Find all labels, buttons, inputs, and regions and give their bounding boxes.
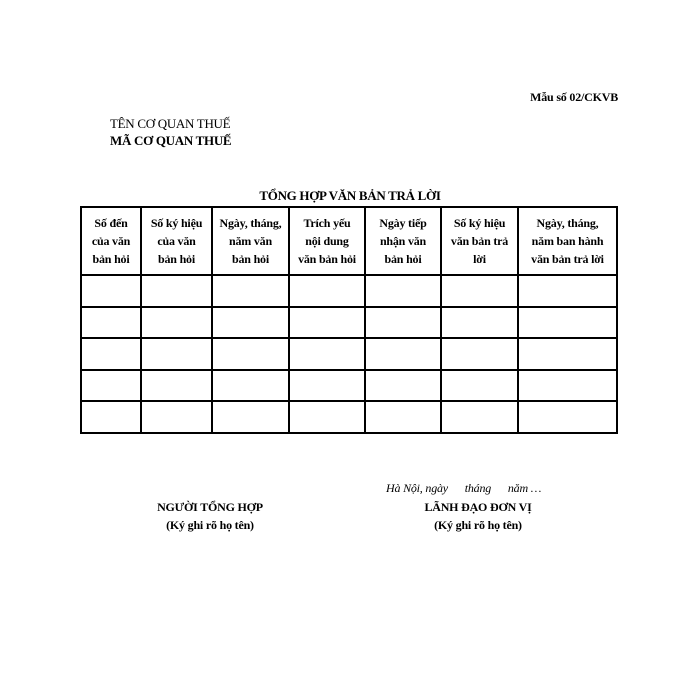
table-cell [441, 307, 518, 339]
table-row [81, 307, 617, 339]
table-row [81, 370, 617, 402]
header-line: văn bản trả [450, 234, 509, 248]
document-title: TỔNG HỢP VĂN BẢN TRẢ LỜI [259, 188, 441, 203]
table-row [81, 401, 617, 433]
header-line: bản hỏi [384, 252, 422, 266]
table-cell [289, 307, 365, 339]
header-line: của văn [91, 234, 131, 248]
header-line: Ngày, tháng, [536, 216, 599, 230]
header-line: Số đến [94, 216, 128, 230]
header-line: Ngày, tháng, [219, 216, 282, 230]
table-cell [289, 370, 365, 402]
table-cell [141, 338, 212, 370]
agency-name: TÊN CƠ QUAN THUẾ [110, 116, 231, 131]
table-cell [141, 307, 212, 339]
header-cell [212, 207, 289, 275]
date-line: Hà Nội, ngày tháng năm … [386, 481, 542, 495]
header-cell [365, 207, 441, 275]
table-cell [212, 338, 289, 370]
compiler-title: NGƯỜI TỔNG HỢP [157, 500, 263, 514]
table-cell [81, 338, 141, 370]
table-cell [365, 338, 441, 370]
table-cell [141, 370, 212, 402]
table-cell [518, 275, 617, 307]
table-cell [518, 401, 617, 433]
table-cell [212, 370, 289, 402]
summary-table [80, 206, 618, 434]
table-cell [289, 401, 365, 433]
table-cell [81, 370, 141, 402]
header-line: Ngày tiếp [379, 216, 427, 230]
header-line: văn bản trả lời [531, 252, 604, 266]
table-cell [289, 275, 365, 307]
table-cell [365, 401, 441, 433]
header-line: văn bản hỏi [298, 252, 356, 266]
agency-block [110, 115, 231, 149]
table-cell [81, 401, 141, 433]
table-cell [81, 307, 141, 339]
table-cell [365, 370, 441, 402]
table-cell [518, 307, 617, 339]
leader-title: LÃNH ĐẠO ĐƠN VỊ [424, 500, 532, 514]
header-line: bản hỏi [92, 252, 130, 266]
header-cell [289, 207, 365, 275]
table-cell [441, 370, 518, 402]
compiler-signature-block [110, 498, 310, 534]
header-line: Số ký hiệu [453, 216, 506, 230]
header-cell [441, 207, 518, 275]
header-line: của văn [157, 234, 196, 248]
table-cell [518, 370, 617, 402]
agency-code: MÃ CƠ QUAN THUẾ [110, 133, 232, 148]
table-cell [141, 401, 212, 433]
leader-sign-note: (Ký ghi rõ họ tên) [434, 518, 522, 532]
header-cell [141, 207, 212, 275]
header-line: nhận văn [379, 234, 427, 248]
header-line: Số ký hiệu [150, 216, 203, 230]
table-cell [289, 338, 365, 370]
table-cell [441, 275, 518, 307]
table-cell [518, 338, 617, 370]
table-cell [212, 275, 289, 307]
form-code: Mẫu số 02/CKVB [530, 90, 618, 104]
header-line: Trích yếu [303, 216, 351, 230]
header-line: lời [473, 252, 486, 266]
table-cell [141, 275, 212, 307]
table-cell [365, 307, 441, 339]
table-row [81, 275, 617, 307]
table-header-row [81, 207, 617, 275]
header-line: bản hỏi [232, 252, 269, 266]
table-cell [212, 307, 289, 339]
header-line: nội dung [305, 234, 349, 248]
table-cell [81, 275, 141, 307]
compiler-sign-note: (Ký ghi rõ họ tên) [166, 518, 254, 532]
header-cell [81, 207, 141, 275]
table-cell [441, 401, 518, 433]
leader-signature-block [378, 498, 578, 534]
header-line: năm ban hành [531, 234, 604, 248]
table-cell [365, 275, 441, 307]
table-cell [212, 401, 289, 433]
header-line: bản hỏi [158, 252, 195, 266]
table-cell [441, 338, 518, 370]
header-cell [518, 207, 617, 275]
header-line: năm văn [229, 234, 272, 248]
table-row [81, 338, 617, 370]
table-body [81, 275, 617, 433]
